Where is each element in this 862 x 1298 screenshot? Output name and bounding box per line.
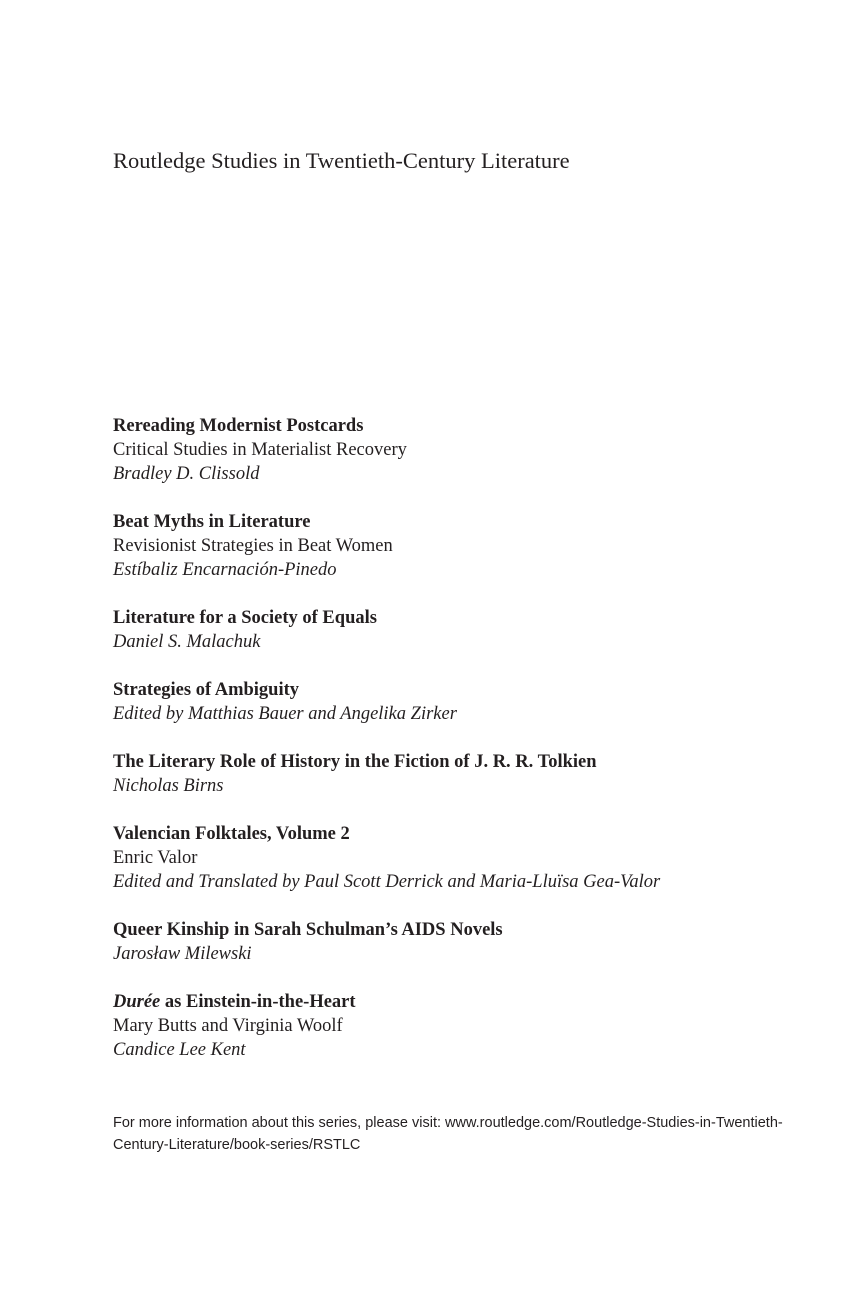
list-item: [113, 822, 813, 894]
series-info-note: [113, 1112, 793, 1156]
book-author: Nicholas Birns: [113, 776, 224, 796]
book-subtitle: Revisionist Strategies in Beat Women: [113, 536, 393, 556]
book-title: Beat Myths in Literature: [113, 512, 311, 532]
book-author: Daniel S. Malachuk: [113, 632, 261, 652]
series-url-link[interactable]: www.routledge.com/Routledge-Studies-in-Twentieth-Century-Literature/book-series/RSTLC: [113, 1115, 783, 1153]
book-title-rest: as Einstein-in-the-Heart: [160, 992, 356, 1012]
book-title: [113, 990, 813, 1014]
list-item: [113, 678, 813, 726]
book-list: [113, 414, 813, 1086]
book-title-italic: Durée: [113, 992, 161, 1012]
book-title: Queer Kinship in Sarah Schulman’s AIDS Novels: [113, 920, 503, 940]
book-author: Edited and Translated by Paul Scott Derrick and Maria-Lluïsa Gea-Valor: [113, 872, 661, 892]
list-item: [113, 510, 813, 582]
book-author: Candice Lee Kent: [113, 1040, 246, 1060]
book-title: Valencian Folktales, Volume 2: [113, 824, 350, 844]
book-author: Edited by Matthias Bauer and Angelika Zirker: [113, 704, 457, 724]
book-title: Rereading Modernist Postcards: [113, 416, 364, 436]
list-item: [113, 750, 813, 798]
list-item: [113, 414, 813, 486]
book-author: Estíbaliz Encarnación-Pinedo: [113, 560, 337, 580]
list-item: [113, 990, 813, 1062]
series-title: Routledge Studies in Twentieth-Century Literature: [113, 148, 570, 173]
book-title: Strategies of Ambiguity: [113, 680, 300, 700]
book-subtitle: Critical Studies in Materialist Recovery: [113, 440, 407, 460]
book-author: Jarosław Milewski: [113, 944, 252, 964]
list-item: [113, 918, 813, 966]
book-subtitle: Enric Valor: [113, 848, 198, 868]
book-title: Literature for a Society of Equals: [113, 608, 377, 628]
list-item: [113, 606, 813, 654]
book-author: Bradley D. Clissold: [113, 464, 260, 484]
book-title: The Literary Role of History in the Fiction of J. R. R. Tolkien: [113, 752, 597, 772]
book-subtitle: Mary Butts and Virginia Woolf: [113, 1016, 343, 1036]
series-info-text: For more information about this series, please visit:: [113, 1115, 446, 1131]
